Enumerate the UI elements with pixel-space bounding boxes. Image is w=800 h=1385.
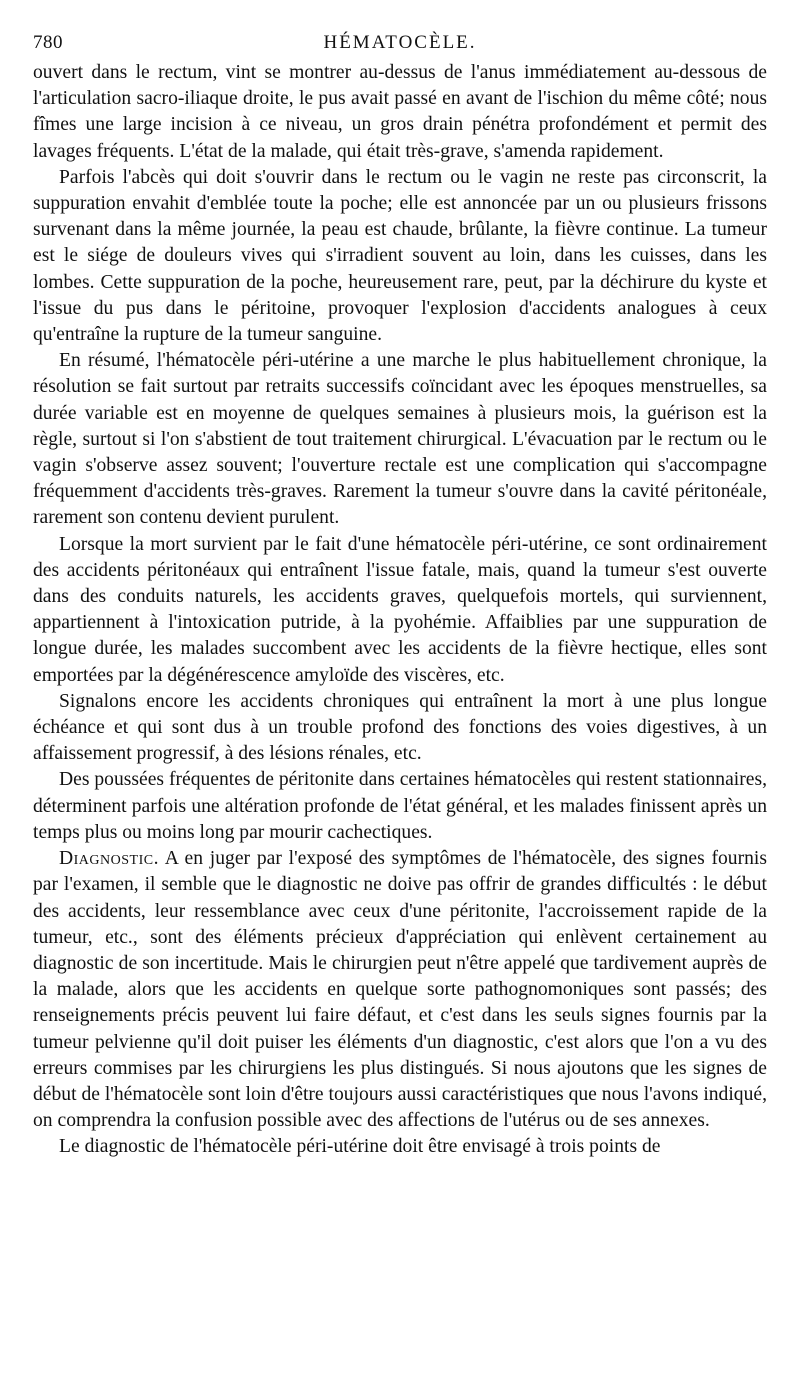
paragraph-4 — [33, 532, 767, 689]
paragraph-3 — [33, 348, 767, 531]
paragraph-text: Le diagnostic de l'hématocèle péri-utérine doit être envisagé à trois points de — [59, 1136, 661, 1158]
paragraph-6 — [33, 767, 767, 846]
paragraph-text: Signalons encore les accidents chroniques qui entraînent la mort à une plus longue échéance et qui sont dus à un trouble profond des fonctions des voies digestives, à un affaissement progressif, à des lésions rénales, etc. — [33, 690, 767, 765]
paragraph-text: En résumé, l'hématocèle péri-utérine a une marche le plus habituellement chronique, la résolution se fait surtout par retraits successifs coïncidant avec les époques menstruelles, sa durée variable est en moyenne de quelques semaines à plusieurs mois, la guérison est la règle, surtout si l'on s'abstient de tout traitement chirurgical. L'évacuation par le rectum ou le vagin s'observe assez souvent; l'ouverture rectale est une complication qui s'accompagne fréquemment d'accidents très-graves. Rarement la tumeur s'ouvre dans la cavité péritonéale, rarement son contenu devient purulent. — [33, 350, 767, 529]
paragraph-text: A en juger par l'exposé des symptômes de l'hématocèle, des signes fournis par l'examen, il semble que le diagnostic ne doive pas offrir de grandes difficultés : le début des accidents, leur ressemblance avec ceux d'une péritonite, l'accroissement rapide de la tumeur, etc., sont des éléments précieux d'appréciation qui enlèvent certainement au diagnostic de son incertitude. Mais le chirurgien peut n'être appelé que tardivement auprès de la malade, alors que les accidents en quelque sorte pathognomoniques sont passés; des renseignements précis peuvent lui faire défaut, et c'est dans les seuls signes fournis par la tumeur pelvienne qu'il doit puiser les éléments d'un diagnostic, c'est alors que l'on a vu des erreurs commises par les chirurgiens les plus distingués. Si nous ajoutons que les signes de début de l'hématocèle sont loin d'être toujours aussi caractéristiques que nous l'avons indiqué, on comprendra la confusion possible avec des affections de l'utérus ou de ses annexes. — [33, 848, 767, 1132]
section-run-in-heading: Diagnostic. — [59, 848, 159, 870]
paragraph-2 — [33, 165, 767, 348]
paragraph-text: Parfois l'abcès qui doit s'ouvrir dans le rectum ou le vagin ne reste pas circonscrit, la suppuration envahit d'emblée toute la poche; elle est annoncée par un ou plusieurs frissons survenant dans la même journée, la peau est chaude, brûlante, la fièvre continue. La tumeur est le siége de douleurs vives qui s'irradient souvent au loin, dans les cuisses, dans les lombes. Cette suppuration de la poche, heureusement rare, peut, par la déchirure du kyste et l'issue du pus dans le péritoine, provoquer l'explosion d'accidents analogues à ceux qu'entraîne la rupture de la tumeur sanguine. — [33, 166, 767, 346]
paragraph-8 — [33, 1134, 767, 1160]
running-head: HÉMATOCÈLE. — [323, 32, 477, 53]
paragraph-text: Des poussées fréquentes de péritonite dans certaines hématocèles qui restent stationnaires, déterminent parfois une altération profonde de l'état général, et les malades finissent après un temps plus ou moins long par mourir cachectiques. — [33, 769, 767, 843]
page-header — [33, 30, 767, 60]
page-number: 780 — [33, 32, 63, 53]
paragraph-1 — [33, 60, 767, 165]
paragraph-5 — [33, 689, 767, 768]
paragraph-text: ouvert dans le rectum, vint se montrer au-dessus de l'anus immédiatement au-dessous de l'articulation sacro-iliaque droite, le pus avait passé en avant de l'ischion du même côté; nous fîmes une large incision à ce niveau, un gros drain pénétra profondément et permit des lavages fréquents. L'état de la malade, qui était très-grave, s'amenda rapidement. — [33, 62, 767, 162]
paragraph-diagnostic — [33, 846, 767, 1134]
document-page — [33, 30, 767, 1161]
body-text — [33, 60, 767, 1161]
paragraph-text: Lorsque la mort survient par le fait d'une hématocèle péri-utérine, ce sont ordinairement des accidents péritonéaux qui entraînent l'issue fatale, mais, quand la tumeur s'est ouverte dans des conduits naturels, les accidents graves, quelquefois mortels, qui surviennent, appartiennent à l'intoxication putride, à la pyohémie. Affaiblies par une suppuration de longue durée, les malades succombent avec les accidents de la fièvre hectique, elles sont emportées par la dégénérescence amyloïde des viscères, etc. — [33, 533, 767, 686]
